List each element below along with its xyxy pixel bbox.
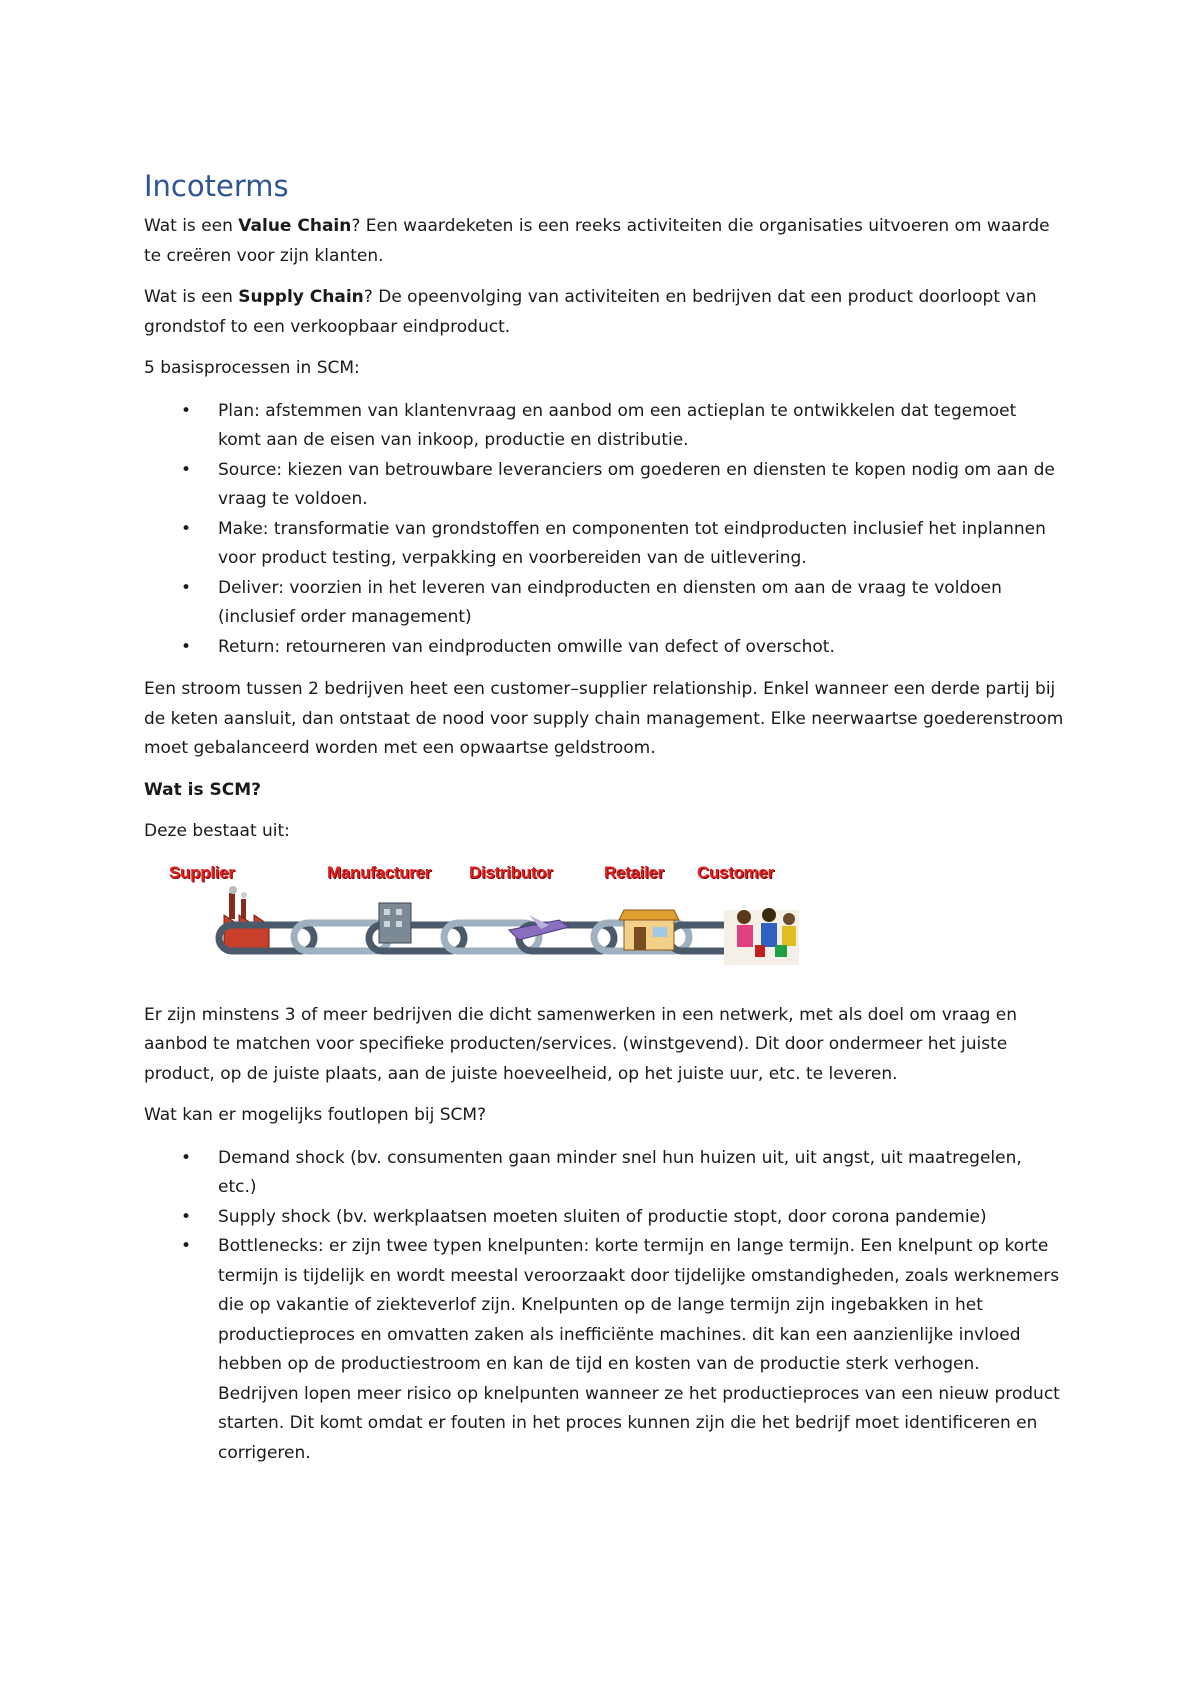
bullet-icon: •	[181, 1236, 192, 1256]
store-icon	[619, 910, 679, 950]
bullet-icon: •	[181, 1147, 192, 1168]
value-chain-paragraph	[144, 212, 1064, 271]
retailer-label: Retailer	[604, 862, 664, 882]
list-item	[144, 1203, 1064, 1233]
list-item-text: Plan: afstemmen van klantenvraag en aanbod om een actieplan te ontwikkelen dat tegemoet komt aan de eisen van inkoop, productie en distributie.	[218, 400, 1017, 450]
value-chain-term: Value Chain	[238, 216, 352, 236]
scm-heading	[144, 776, 1064, 806]
supply-chain-prefix: Wat is een	[144, 287, 239, 307]
problems-heading: Wat kan er mogelijks foutlopen bij SCM?	[144, 1105, 487, 1125]
list-item-text: Deliver: voorzien in het leveren van eindproducten en diensten om aan de vraag te voldoen (inclusief order management)	[218, 577, 1002, 627]
value-chain-prefix: Wat is een	[144, 216, 239, 236]
bullet-icon: •	[181, 636, 192, 657]
supply-chain-paragraph	[144, 283, 1064, 342]
network-paragraph: Er zijn minstens 3 of meer bedrijven die dicht samenwerken in een netwerk, met als doel om vraag en aanbod te matchen voor specifieke producten/services. (winstgevend). Dit door ondermeer het juiste product, op de juiste plaats, aan de juiste hoeveelheid, op het juiste uur, etc. te leveren.	[144, 1004, 1018, 1084]
list-item	[144, 515, 1064, 574]
building-icon	[379, 903, 411, 943]
problems-list	[144, 1144, 1064, 1469]
factory-icon	[224, 886, 269, 950]
bullet-icon: •	[181, 1206, 192, 1227]
supplier-label: Supplier	[169, 862, 235, 882]
bullet-icon: •	[181, 518, 192, 539]
list-item-text: Demand shock (bv. consumenten gaan minder snel hun huizen uit, uit angst, uit maatregelen, etc.)	[218, 1147, 1022, 1197]
document-content	[144, 168, 1064, 1481]
list-item-text: Source: kiezen van betrouwbare leveranciers om goederen en diensten te kopen nodig om aan de vraag te voldoen.	[218, 459, 1055, 509]
bullet-icon: •	[181, 400, 192, 421]
list-item-text: Bottlenecks: er zijn twee typen knelpunten: korte termijn en lange termijn. Een knelpunt op korte termijn is tijdelijk en wordt meestal veroorzaakt door tijdelijke omstandigheden, zoals werknemers die op vakantie of ziekteverlof zijn. Knelpunten op de lange termijn zijn ingebakken in het productieproces en omvatten zaken als inefficiënte machines. dit kan een aanzienlijke invloed hebben op de productiestroom en kan de tijd en kosten van de productie sterk verhogen. Bedrijven lopen meer risico op knelpunten wanneer ze het productieproces van een nieuw product starten. Dit komt omdat er fouten in het proces kunnen zijn die het bedrijf moet identificeren en corrigeren.	[218, 1236, 1060, 1463]
bullet-icon: •	[181, 459, 192, 480]
list-item	[144, 456, 1064, 515]
list-item	[144, 1144, 1064, 1203]
page-title: Incoterms	[144, 169, 289, 203]
customer-icon	[724, 908, 799, 965]
bullet-icon: •	[181, 577, 192, 598]
list-item	[144, 397, 1064, 456]
customer-label: Customer	[697, 862, 774, 882]
list-item-text: Supply shock (bv. werkplaatsen moeten sluiten of productie stopt, door corona pandemie)	[218, 1206, 987, 1227]
relationship-paragraph: Een stroom tussen 2 bedrijven heet een customer–supplier relationship. Enkel wanneer een derde partij bij de keten aansluit, dan ontstaat de nood voor supply chain management. Elke neerwaartse goederenstroom moet gebalanceerd worden met een opwaartse geldstroom.	[144, 679, 1064, 758]
supply-chain-illustration	[169, 863, 809, 973]
manufacturer-label: Manufacturer	[327, 862, 432, 882]
distributor-label: Distributor	[469, 862, 553, 882]
supply-chain-definition: ? De opeenvolging van activiteiten en bedrijven dat een product doorloopt van grondstof to een verkoopbaar eindproduct.	[144, 287, 1037, 337]
consists-of-text: Deze bestaat uit:	[144, 821, 290, 841]
processes-heading: 5 basisprocessen in SCM:	[144, 358, 360, 378]
supply-chain-term: Supply Chain	[238, 287, 364, 307]
chain-links-graphic	[169, 885, 809, 973]
list-item-text: Return: retourneren van eindproducten omwille van defect of overschot.	[218, 636, 835, 657]
list-item	[144, 574, 1064, 633]
list-item	[144, 633, 1064, 663]
list-item	[144, 1232, 1064, 1468]
list-item-text: Make: transformatie van grondstoffen en componenten tot eindproducten inclusief het inplannen voor product testing, verpakking en voorbereiden van de uitlevering.	[218, 518, 1046, 568]
scm-heading-text: Wat is SCM?	[144, 779, 262, 800]
value-chain-definition: ? Een waardeketen is een reeks activiteiten die organisaties uitvoeren om waarde te creëren voor zijn klanten.	[144, 216, 1050, 266]
processes-list	[144, 397, 1064, 663]
